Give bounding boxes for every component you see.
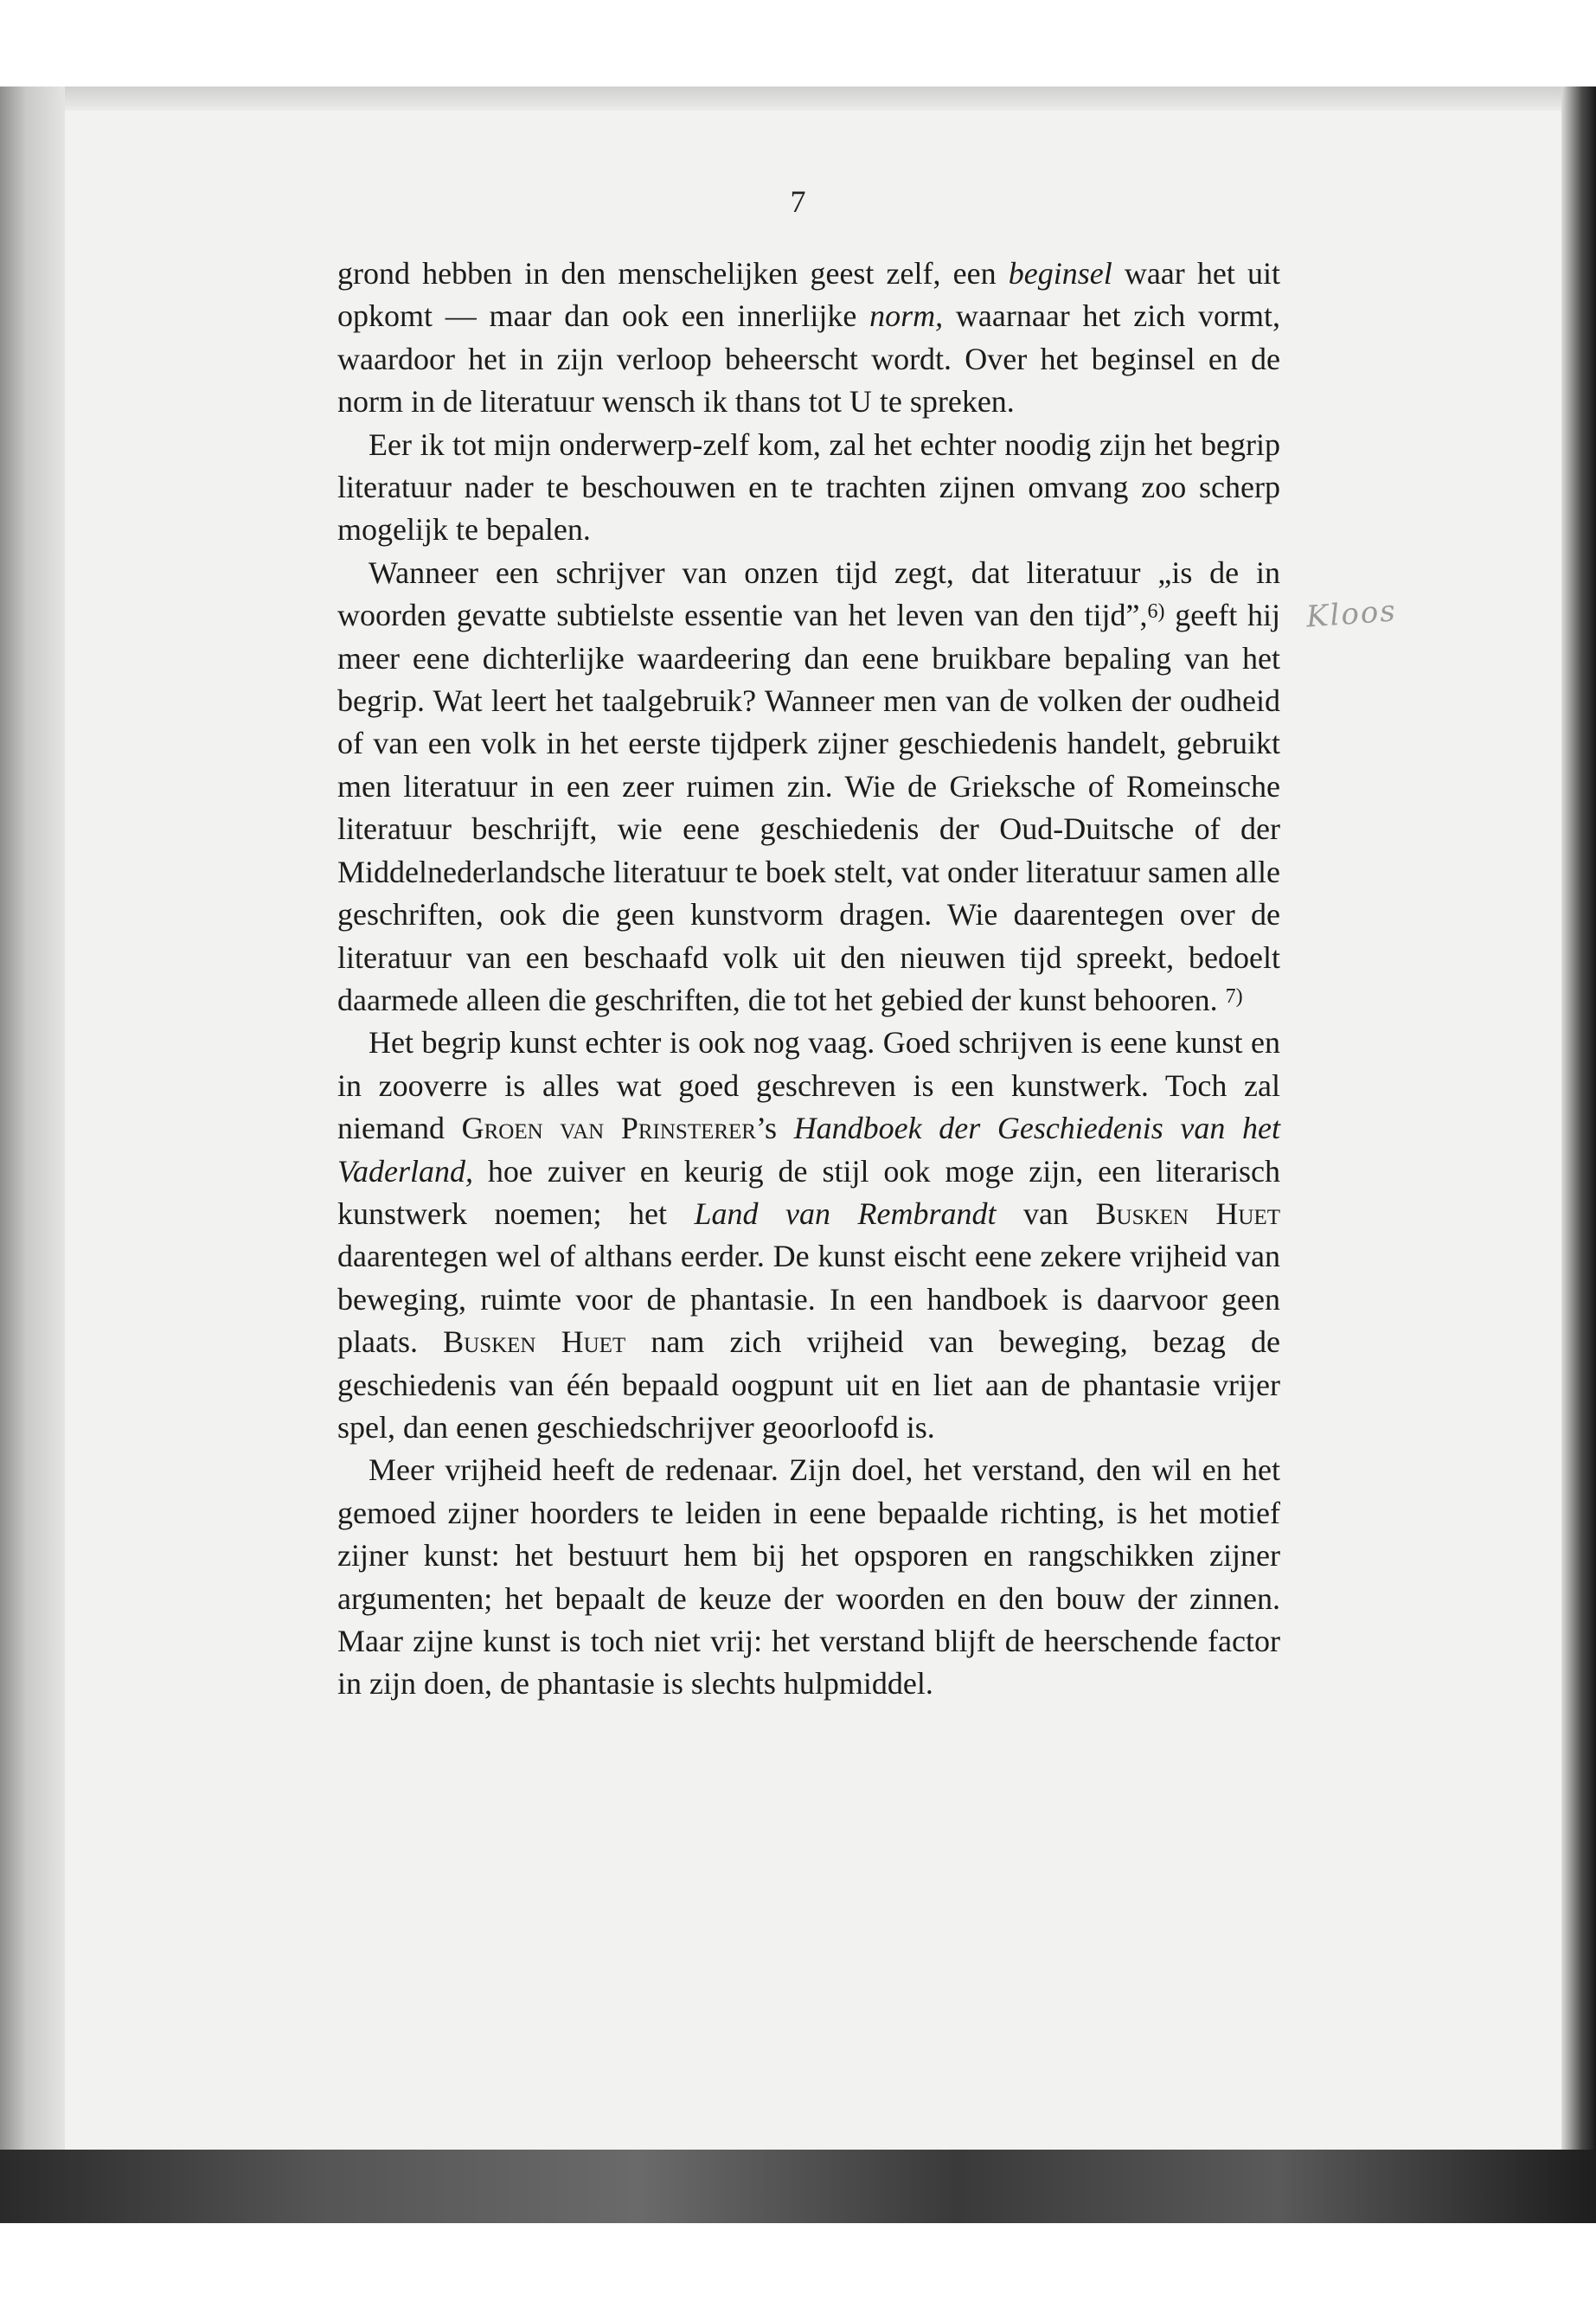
emphasis-beginsel: beginsel <box>1008 256 1112 291</box>
paragraph-5: Meer vrijheid heeft de redenaar. Zijn doel, het verstand, den wil en het gemoed zijner hoorders te leiden in eene bepaalde richting, is het motief zijner kunst: het bestuurt hem bij het opsporen en rangschikken zijner argumenten; het bepaalt de keuze der woorden en den bouw der zinnen. Maar zijne kunst is toch niet vrij: het verstand blijft de heerschende factor in zijn doen, de phantasie is slechts hulpmiddel. <box>337 1452 1280 1702</box>
author-busken-huet-2: Busken Huet <box>443 1324 626 1360</box>
footnote-ref-7: 7) <box>1225 984 1243 1008</box>
emphasis-norm: norm, <box>869 298 944 334</box>
title-land-van-rembrandt: Land van Rembrandt <box>694 1195 997 1231</box>
paragraph-1: grond hebben in den menschelijken geest zelf, een beginsel waar het uit opkomt — maar dan ook een innerlijke norm, waarnaar het zich vormt, waardoor het in zijn verloop beheerscht wordt. Over het beginsel en de norm in de literatuur wensch ik thans tot U te spreken. <box>337 256 1280 420</box>
author-busken-huet: Busken Huet <box>1095 1195 1281 1231</box>
scan-left-edge <box>0 87 65 2223</box>
page-number: 7 <box>790 184 806 219</box>
author-groen-van-prinsterer: Groen van Prinsterer <box>461 1111 756 1146</box>
paragraph-4: Het begrip kunst echter is ook nog vaag. Goed schrijven is eene kunst en in zooverre is alles wat goed geschreven is een kunstwerk. Toch zal niemand Groen van Prinsterer’s Handboek der Geschiedenis van het Vaderland, hoe zuiver en keurig de stijl ook moge zijn, een literarisch kunstwerk noemen; het Land van Rembrandt van Busken Huet daarentegen wel of althans eerder. De kunst eischt eene zekere vrijheid van beweging, ruimte voor de phantasie. In een handboek is daarvoor geen plaats. Busken Huet nam zich vrijheid van beweging, bezag de geschiedenis van één bepaald oogpunt uit en liet aan de phantasie vrijer spel, dan eenen geschiedschrijver geoorloofd is. <box>337 1025 1281 1445</box>
margin-annotation: Kloos <box>1304 593 1398 635</box>
title-handboek: Handboek der Geschiedenis van het Vaderland, <box>337 1111 1280 1189</box>
scan-bottom-edge <box>0 2150 1596 2223</box>
paragraph-2: Eer ik tot mijn onderwerp-zelf kom, zal het echter noodig zijn het begrip literatuur nader te beschouwen en te trachten zijnen omvang zoo scherp mogelijk te bepalen. <box>337 426 1280 548</box>
scan-top-edge <box>0 87 1596 111</box>
body-text <box>337 253 1280 1706</box>
paragraph-3: Wanneer een schrijver van onzen tijd zegt, dat literatuur „is de in woorden gevatte subtielste essentie van het leven van den tijd”,$^{6)}$ geeft hij meer eene dichterlijke waardeering dan eene bruikbare bepaling van het begrip. Wat leert het taalgebruik? Wanneer men van de volken der oudheid of van een volk in het eerste tijdperk zijner geschiedenis handelt, gebruikt men literatuur in een zeer ruimen zin. Wie de Grieksche of Romeinsche literatuur beschrijft, wie eene geschiedenis der Oud-Duitsche of der Middelnederlandsche literatuur te boek stelt, vat onder literatuur samen alle geschriften, ook die geen kunstvorm dragen. Wie daarentegen over de literatuur van een beschaafd volk uit den nieuwen tijd spreekt, bedoelt daarmede alleen die geschriften, die tot het gebied der kunst behooren. $^{7)}$ <box>337 554 1280 1017</box>
scan-right-edge <box>1561 87 1596 2223</box>
footnote-ref-6: 6) <box>1147 600 1165 624</box>
